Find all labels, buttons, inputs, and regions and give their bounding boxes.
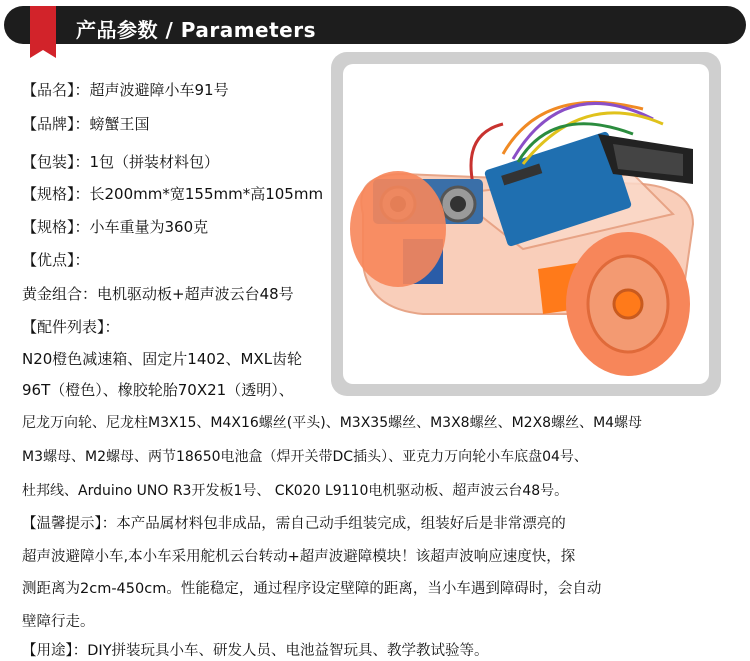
product-photo-frame xyxy=(331,52,721,396)
spec-advantage xyxy=(22,250,90,270)
usage-line xyxy=(22,641,489,661)
spec-value: ：螃蟹王国 xyxy=(74,115,150,133)
header-flag-icon xyxy=(30,6,56,50)
spec-brand xyxy=(22,114,150,134)
spec-key: 【优点】 xyxy=(22,251,75,269)
parts-line: 尼龙万向轮、尼龙柱M3X15、M4X16螺丝(平头)、M3X35螺丝、M3X8螺丝、M2X8螺丝、M4螺母 xyxy=(22,415,643,431)
spec-key: 【品名】 xyxy=(22,81,75,99)
tips-line: 超声波避障小车,本小车采用舵机云台转动+超声波避障模块！该超声波响应速度快，探 xyxy=(22,549,576,565)
tips-first-line xyxy=(22,514,566,534)
usage-text: ：DIY拼装玩具小车、研发人员、电池益智玩具、教学教试验等。 xyxy=(72,643,489,659)
tips-line: 测距离为2cm-450cm。性能稳定，通过程序设定壁障的距离，当小车遇到障碍时，会自动 xyxy=(22,581,602,597)
parts-line: M3螺母、M2螺母、两节18650电池盒（焊开关带DC插头）、亚克力万向轮小车底盘04号、 xyxy=(22,449,588,465)
spec-size xyxy=(22,184,323,204)
spec-value: ：1包（拼装材料包） xyxy=(74,153,220,171)
spec-key: 【包装】 xyxy=(22,153,75,171)
tips-text: ：本产品属材料包非成品，需自己动手组装完成，组装好后是非常漂亮的 xyxy=(101,516,566,532)
usage-key: 【用途】 xyxy=(22,643,73,659)
parts-line: N20橙色减速箱、固定片1402、MXL齿轮 xyxy=(22,350,303,368)
parts-title: 【配件列表】： xyxy=(22,318,120,336)
parts-line: 96T（橙色）、橡胶轮胎70X21（透明）、 xyxy=(22,381,294,399)
product-photo xyxy=(343,64,709,384)
spec-package xyxy=(22,152,219,172)
spec-value: ：小车重量为360克 xyxy=(74,218,209,236)
spec-key: 【规格】 xyxy=(22,185,75,203)
robot-car-illustration xyxy=(343,64,709,384)
section-header xyxy=(4,6,746,44)
spec-value: ： xyxy=(74,251,90,269)
spec-weight xyxy=(22,217,208,237)
spec-value: ：长200mm*宽155mm*高105mm xyxy=(74,185,324,203)
tips-key: 【温馨提示】 xyxy=(22,516,102,532)
spec-name xyxy=(22,80,229,100)
advantage-text: 黄金组合：电机驱动板+超声波云台48号 xyxy=(22,285,294,303)
spec-value: ：超声波避障小车91号 xyxy=(74,81,229,99)
spec-key: 【规格】 xyxy=(22,218,75,236)
tips-line: 壁障行走。 xyxy=(22,614,95,630)
spec-key: 【品牌】 xyxy=(22,115,75,133)
parts-line: 杜邦线、Arduino UNO R3开发板1号、 CK020 L9110电机驱动板、超声波云台48号。 xyxy=(22,483,569,499)
section-title: 产品参数 / Parameters xyxy=(76,18,317,42)
